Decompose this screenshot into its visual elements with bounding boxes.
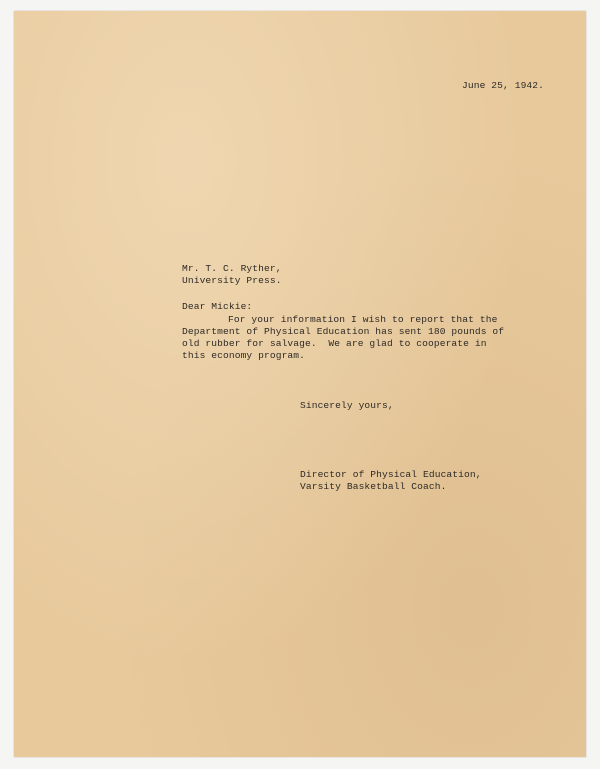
recipient-name: Mr. T. C. Ryther, [182,263,282,274]
closing: Sincerely yours, [300,400,394,411]
body-line: this economy program. [182,350,306,361]
body-line: For your information I wish to report that the [228,314,498,325]
signature-role: Varsity Basketball Coach. [300,481,447,492]
body-line: old rubber for salvage. We are glad to cooperate in [182,338,487,349]
body-line: Department of Physical Education has sent 180 pounds of [182,326,505,337]
salutation: Dear Mickie: [182,301,253,312]
recipient-organization: University Press. [182,275,282,286]
letter-date: June 25, 1942. [462,80,545,91]
signature-title: Director of Physical Education, [300,469,482,480]
letter-paper [14,11,586,757]
